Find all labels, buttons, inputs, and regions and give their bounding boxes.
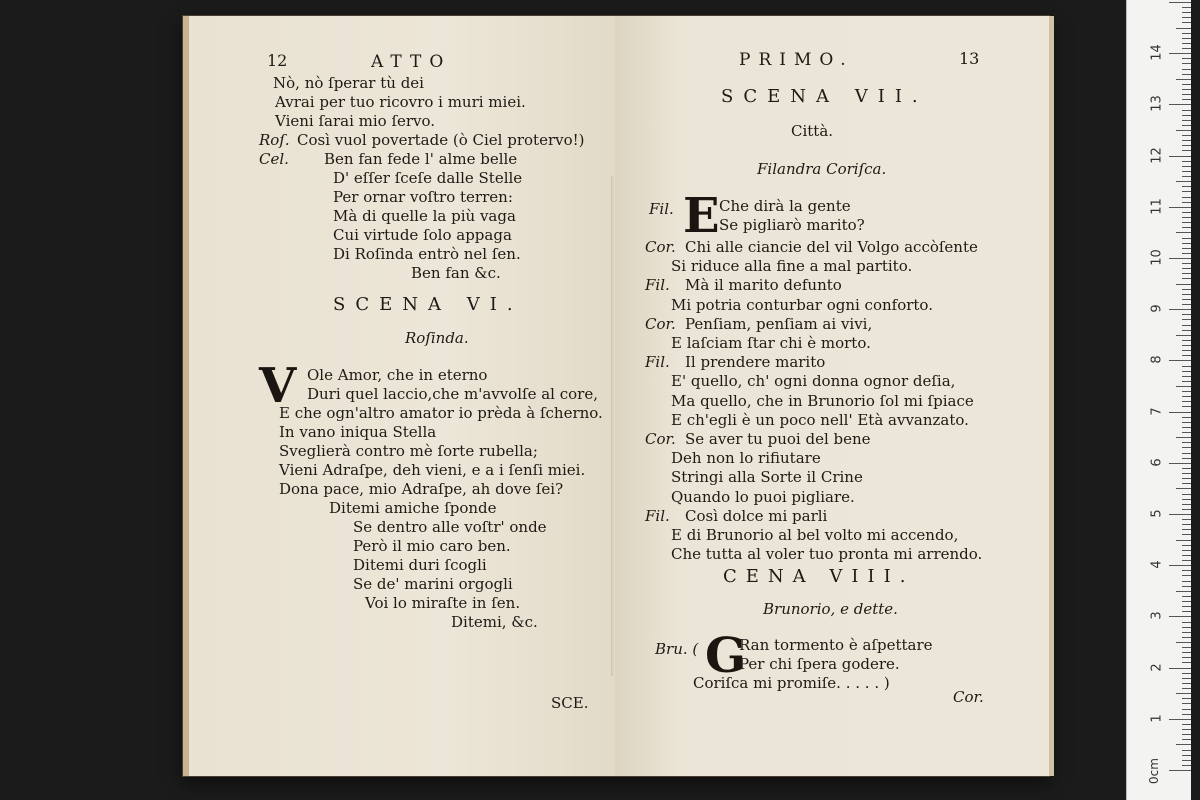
ruler-number: 6 <box>1149 458 1165 467</box>
ruler-tick <box>1182 606 1191 607</box>
ruler-tick <box>1182 350 1191 351</box>
speaker-label: Cor. <box>645 238 676 256</box>
ruler-tick <box>1182 314 1191 315</box>
drop-cap: G <box>705 628 746 684</box>
ruler-tick <box>1182 294 1191 295</box>
text-line: Mà di quelle la più vaga <box>333 207 516 225</box>
text-line: Chi alle ciancie del vil Volgo accòſente <box>685 238 978 256</box>
text-line: Così vuol povertade (ò Ciel protervo!) <box>297 131 585 149</box>
ruler-tick <box>1182 161 1191 162</box>
ruler-tick <box>1176 744 1191 745</box>
ruler-tick <box>1182 278 1191 279</box>
ruler-tick <box>1176 232 1191 233</box>
ruler-tick <box>1182 171 1191 172</box>
scene-characters: Brunorio, e dette. <box>763 600 898 618</box>
ruler-tick <box>1182 366 1191 367</box>
ruler-tick <box>1182 601 1191 602</box>
ruler-tick <box>1182 33 1191 34</box>
ruler-tick <box>1182 581 1191 582</box>
ruler-tick <box>1182 273 1191 274</box>
ruler-tick <box>1182 84 1191 85</box>
ruler-tick <box>1182 304 1191 305</box>
ruler-tick <box>1176 591 1191 592</box>
ruler-tick <box>1182 468 1191 469</box>
ruler-tick <box>1182 698 1191 699</box>
ruler-tick <box>1176 540 1191 541</box>
ruler-tick <box>1182 750 1191 751</box>
running-head-right: PRIMO. <box>739 50 854 70</box>
ruler-tick <box>1182 376 1191 377</box>
ruler-tick <box>1182 166 1191 167</box>
ruler-tick <box>1176 642 1191 643</box>
ruler-tick <box>1182 176 1191 177</box>
ruler-tick <box>1182 534 1191 535</box>
ruler-tick <box>1182 760 1191 761</box>
scene-title: CENA VIII. <box>723 566 915 587</box>
ruler-tick <box>1176 79 1191 80</box>
ruler-tick <box>1182 227 1191 228</box>
text-line: Così dolce mi parli <box>685 506 828 525</box>
ruler-tick <box>1182 739 1191 740</box>
ruler-tick <box>1182 494 1191 495</box>
ruler-tick <box>1182 396 1191 397</box>
ruler-tick <box>1182 453 1191 454</box>
ruler-tick <box>1182 197 1191 198</box>
ruler-tick <box>1182 345 1191 346</box>
scene-place: Città. <box>791 122 834 140</box>
text-line: Che tutta al voler tuo pronta mi arrendo. <box>671 545 983 564</box>
ruler-tick <box>1169 360 1191 361</box>
ruler-tick <box>1176 181 1191 182</box>
text-line: E di Brunorio al bel volto mi accendo, <box>671 526 959 544</box>
ruler-tick <box>1182 43 1191 44</box>
ruler-number: 7 <box>1149 406 1165 416</box>
ruler-tick <box>1182 17 1191 18</box>
ruler-tick <box>1182 662 1191 663</box>
text-line: D' eſſer ſceſe dalle Stelle <box>333 169 523 187</box>
ruler-tick <box>1169 258 1191 259</box>
ruler-tick <box>1182 145 1191 146</box>
text-line: Sveglierà contro mè ſorte rubella; <box>279 442 538 460</box>
catchword: Cor. <box>953 688 984 706</box>
ruler-tick <box>1182 637 1191 638</box>
ruler-tick <box>1169 514 1191 515</box>
text-line: In vano iniqua Stella <box>279 423 437 441</box>
ruler-tick <box>1182 69 1191 70</box>
ruler-tick <box>1182 447 1191 448</box>
ruler-tick <box>1182 248 1191 249</box>
ruler-tick <box>1182 125 1191 126</box>
ruler-tick <box>1182 703 1191 704</box>
ruler-tick <box>1182 401 1191 402</box>
ruler-tick <box>1182 212 1191 213</box>
ruler-tick <box>1182 186 1191 187</box>
speaker-label: Fil. <box>645 506 670 525</box>
ruler-tick <box>1176 28 1191 29</box>
ruler-tick <box>1182 632 1191 633</box>
ruler-tick <box>1182 504 1191 505</box>
ruler-tick <box>1182 263 1191 264</box>
scene-title: SCENA VI. <box>333 294 523 315</box>
ruler-tick <box>1169 719 1191 720</box>
ruler-tick <box>1182 58 1191 59</box>
ruler-tick <box>1182 673 1191 674</box>
text-line: Se dentro alle voſtr' onde <box>353 518 547 536</box>
speaker-label: Fil. <box>645 276 670 295</box>
ruler-tick <box>1182 473 1191 474</box>
ruler-tick <box>1182 238 1191 239</box>
ruler-tick <box>1182 596 1191 597</box>
ruler-tick <box>1182 371 1191 372</box>
ruler-tick <box>1176 284 1191 285</box>
ruler-tick <box>1169 565 1191 566</box>
text-line: Mà il marito defunto <box>685 276 842 295</box>
ruler-tick <box>1182 611 1191 612</box>
ruler-number: 8 <box>1149 355 1165 365</box>
text-line: Di Roſinda entrò nel ſen. <box>333 245 521 263</box>
drop-cap: E <box>683 188 720 244</box>
left-page <box>183 16 621 776</box>
ruler-tick <box>1176 130 1191 131</box>
speaker-label: Cor. <box>645 314 676 333</box>
ruler-tick <box>1182 22 1191 23</box>
ruler-tick <box>1182 202 1191 203</box>
ruler-tick <box>1182 652 1191 653</box>
scene-character: Roſinda. <box>405 329 469 347</box>
drop-cap: V <box>259 358 297 414</box>
text-line: Se de' marini orgogli <box>353 575 513 593</box>
ruler-tick <box>1182 647 1191 648</box>
ruler-tick <box>1182 89 1191 90</box>
text-line: Ditemi duri ſcogli <box>353 556 487 574</box>
ruler-tick <box>1182 74 1191 75</box>
text-line: Penſiam, penſiam ai vivi, <box>685 314 873 333</box>
ruler-tick <box>1182 729 1191 730</box>
ruler-tick <box>1169 207 1191 208</box>
text-line: Vieni ſarai mio ſervo. <box>275 112 436 130</box>
ruler-tick <box>1182 734 1191 735</box>
right-page <box>615 16 1054 776</box>
ruler-tick <box>1182 724 1191 725</box>
ruler-tick <box>1182 115 1191 116</box>
ruler-tick <box>1182 99 1191 100</box>
text-line: Ma quello, che in Brunorio ſol mi ſpiace <box>671 391 974 410</box>
ruler-tick <box>1182 135 1191 136</box>
running-head-left: ATTO <box>371 52 452 72</box>
text-line: E che ogn'altro amator io prèda à ſcherno. <box>279 404 603 422</box>
text-line: Ran tormento è aſpettare <box>739 636 933 654</box>
text-line: Ole Amor, che in eterno <box>307 366 488 384</box>
ruler-tick <box>1169 156 1191 157</box>
ruler-tick <box>1182 319 1191 320</box>
ruler-tick <box>1182 381 1191 382</box>
ruler-tick <box>1182 458 1191 459</box>
ruler-tick <box>1176 693 1191 694</box>
text-line: Vieni Adraſpe, deh vieni, e a i ſenſi miei. <box>279 461 586 479</box>
ruler-tick <box>1182 442 1191 443</box>
ruler-tick <box>1182 550 1191 551</box>
ruler-tick <box>1182 627 1191 628</box>
ruler-tick <box>1182 391 1191 392</box>
ruler-number: 13 <box>1149 95 1165 113</box>
speaker-label: Fil. <box>645 353 670 372</box>
text-line: Se pigliarò marito? <box>719 216 865 234</box>
ruler-tick <box>1182 545 1191 546</box>
ruler-tick <box>1182 63 1191 64</box>
ruler-tick <box>1182 755 1191 756</box>
ruler-number: 11 <box>1149 198 1165 215</box>
ruler-tick <box>1182 678 1191 679</box>
ruler-tick <box>1176 335 1191 336</box>
text-line: Mi potria conturbar ogni conforto. <box>671 295 933 314</box>
text-line: Per chi ſpera godere. <box>739 655 900 673</box>
ruler-tick <box>1176 437 1191 438</box>
ruler-tick <box>1182 7 1191 8</box>
text-line: Nò, nò ſperar tù dei <box>273 74 424 92</box>
text-line: Quando lo puoi pigliare. <box>671 487 855 506</box>
text-line: E' quello, ch' ogni donna ognor deſia, <box>671 372 956 391</box>
ruler-unit: 0cm <box>1146 758 1161 784</box>
ruler-tick <box>1169 770 1191 771</box>
ruler-tick <box>1182 406 1191 407</box>
speaker-label: Bru. ( <box>655 640 699 658</box>
open-book <box>183 16 1049 776</box>
ruler-tick <box>1182 340 1191 341</box>
ruler-tick <box>1182 140 1191 141</box>
ruler-tick <box>1176 386 1191 387</box>
measurement-ruler <box>1126 0 1191 800</box>
scene-title: SCENA VII. <box>721 86 928 107</box>
text-line: Deh non lo rifiutare <box>671 449 821 468</box>
page-number-left: 12 <box>267 51 288 70</box>
text-line: Per ornar voſtro terren: <box>333 188 513 206</box>
text-line: Si riduce alla fine a mal partito. <box>671 257 913 276</box>
ruler-tick <box>1182 683 1191 684</box>
ruler-number: 14 <box>1149 44 1165 61</box>
ruler-tick <box>1169 463 1191 464</box>
ruler-tick <box>1182 48 1191 49</box>
text-line: E ch'egli è un poco nell' Età avvanzato. <box>671 410 969 429</box>
text-line: Cui virtude ſolo appaga <box>333 226 512 244</box>
ruler-number: 12 <box>1149 146 1165 164</box>
ruler-number: 1 <box>1149 714 1165 723</box>
ruler-tick <box>1182 325 1191 326</box>
ruler-number: 2 <box>1149 662 1165 672</box>
text-line: Però il mio caro ben. <box>353 537 511 555</box>
ruler-tick <box>1182 299 1191 300</box>
ruler-number: 9 <box>1149 304 1165 313</box>
ruler-tick <box>1182 94 1191 95</box>
ruler-number: 4 <box>1149 560 1165 569</box>
text-line: Ben fan fede l' alme belle <box>324 150 518 168</box>
ruler-tick <box>1169 2 1191 3</box>
ruler-tick <box>1182 714 1191 715</box>
page-number-right: 13 <box>959 49 980 68</box>
text-line: Voi lo miraſte in ſen. <box>365 594 521 612</box>
ruler-tick <box>1182 253 1191 254</box>
ruler-tick <box>1182 519 1191 520</box>
ruler-tick <box>1182 355 1191 356</box>
text-line: Ditemi amiche ſponde <box>329 499 497 517</box>
ruler-tick <box>1182 330 1191 331</box>
ruler-tick <box>1169 104 1191 105</box>
ruler-tick <box>1182 765 1191 766</box>
ruler-tick <box>1182 268 1191 269</box>
ruler-tick <box>1182 555 1191 556</box>
ruler-tick <box>1182 575 1191 576</box>
ruler-tick <box>1182 570 1191 571</box>
ruler-tick <box>1182 483 1191 484</box>
ruler-number: 3 <box>1149 611 1165 621</box>
text-line: Dona pace, mio Adraſpe, ah dove ſei? <box>279 480 564 498</box>
ruler-tick <box>1182 217 1191 218</box>
text-line: Che dirà la gente <box>719 197 851 215</box>
ruler-tick <box>1182 499 1191 500</box>
ruler-tick <box>1182 509 1191 510</box>
ruler-tick <box>1169 53 1191 54</box>
ruler-tick <box>1182 191 1191 192</box>
text-line: Coriſca mi promiſe. . . . . ) <box>693 674 890 692</box>
ruler-tick <box>1182 289 1191 290</box>
ruler-tick <box>1182 586 1191 587</box>
speaker-label: Cor. <box>645 430 676 448</box>
ruler-tick <box>1169 616 1191 617</box>
ruler-tick <box>1182 432 1191 433</box>
ruler-tick <box>1182 688 1191 689</box>
ruler-tick <box>1182 222 1191 223</box>
text-line: Avrai per tuo ricovro i muri miei. <box>275 93 526 111</box>
ruler-tick <box>1182 243 1191 244</box>
catchword: SCE. <box>551 694 589 712</box>
ruler-tick <box>1182 150 1191 151</box>
ruler-tick <box>1182 110 1191 111</box>
scene-characters: Filandra Coriſca. <box>757 160 887 178</box>
speaker-label: Fil. <box>649 200 674 218</box>
ruler-tick <box>1182 560 1191 561</box>
ruler-tick <box>1182 12 1191 13</box>
text-line: E laſciam ſtar chi è morto. <box>671 334 871 352</box>
text-line: Duri quel laccio,che m'avvolſe al core, <box>307 385 598 403</box>
ruler-tick <box>1182 120 1191 121</box>
ruler-tick <box>1182 529 1191 530</box>
text-line: Ben fan &c. <box>411 264 501 282</box>
ruler-tick <box>1169 309 1191 310</box>
ruler-number: 5 <box>1149 509 1165 518</box>
ruler-tick <box>1182 709 1191 710</box>
ruler-tick <box>1182 422 1191 423</box>
ruler-tick <box>1182 622 1191 623</box>
text-line: Ditemi, &c. <box>451 613 538 631</box>
text-line: Stringi alla Sorte il Crine <box>671 468 863 487</box>
ruler-tick <box>1169 412 1191 413</box>
ruler-tick <box>1182 417 1191 418</box>
ruler-tick <box>1176 488 1191 489</box>
speaker-label: Cel. <box>259 150 289 168</box>
speaker-label: Roſ. <box>259 131 290 149</box>
ruler-tick <box>1182 524 1191 525</box>
ruler-tick <box>1169 668 1191 669</box>
ruler-tick <box>1182 427 1191 428</box>
ruler-number: 10 <box>1149 249 1165 266</box>
ruler-tick <box>1182 478 1191 479</box>
ruler-tick <box>1182 657 1191 658</box>
text-line: Il prendere marito <box>685 353 826 372</box>
text-line: Se aver tu puoi del bene <box>685 430 871 448</box>
ruler-tick <box>1182 38 1191 39</box>
